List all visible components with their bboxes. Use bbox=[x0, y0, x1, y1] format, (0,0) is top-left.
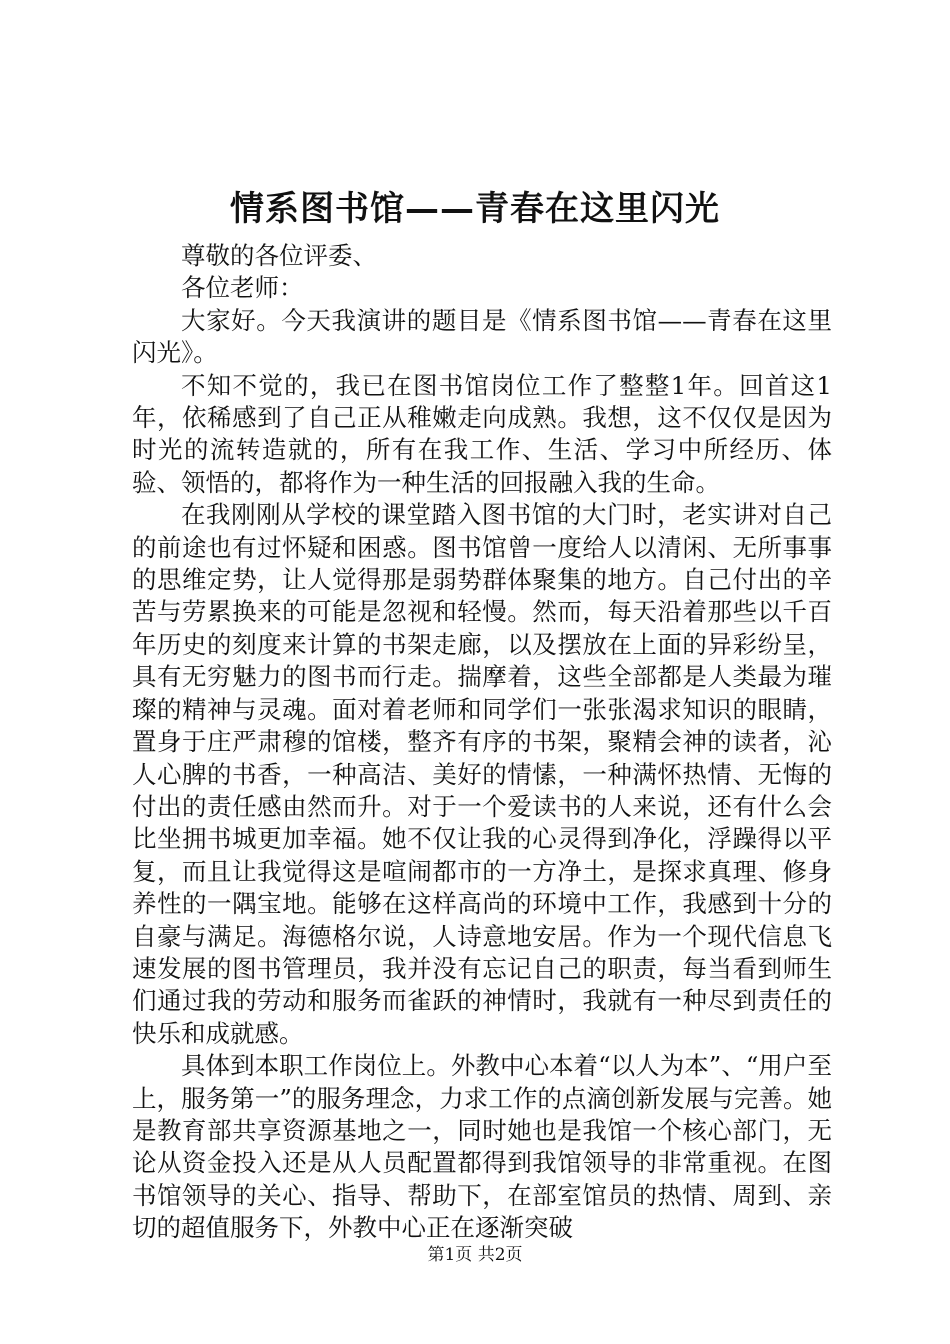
page-number-footer: 第1页 共2页 bbox=[427, 1245, 523, 1265]
paragraph-one-year: 不知不觉的，我已在图书馆岗位工作了整整1年。回首这1年，依稀感到了自己正从稚嫩走向成熟。我想，这不仅仅是因为时光的流转造就的，所有在我工作、生活、学习中所经历、体验、领悟的，都将作为一种生活的回报融入我的生命。 bbox=[132, 370, 832, 497]
document-body bbox=[132, 240, 832, 1245]
paragraph-greeting: 大家好。今天我演讲的题目是《情系图书馆——青春在这里闪光》。 bbox=[132, 305, 832, 368]
paragraph-job-duties: 具体到本职工作岗位上。外教中心本着“以人为本”、“用户至上，服务第一”的服务理念，力求工作的点滴创新发展与完善。她是教育部共享资源基地之一，同时她也是我馆一个核心部门，无论从资金投入还是从人员配置都得到我馆领导的非常重视。在图书馆领导的关心、指导、帮助下，在部室馆员的热情、周到、亲切的超值服务下，外教中心正在逐渐突破 bbox=[132, 1051, 832, 1243]
document-title: 情系图书馆——青春在这里闪光 bbox=[230, 189, 720, 229]
paragraph-library-feelings: 在我刚刚从学校的课堂踏入图书馆的大门时，老实讲对自己的前途也有过怀疑和困惑。图书馆曾一度给人以清闲、无所事事的思维定势，让人觉得那是弱势群体聚集的地方。自己付出的辛苦与劳累换来的可能是忽视和轻慢。然而，每天沿着那些以千百年历史的刻度来计算的书架走廊，以及摆放在上面的异彩纷呈，具有无穷魅力的图书而行走。揣摩着，这些全部都是人类最为璀璨的精神与灵魂。面对着老师和同学们一张张渴求知识的眼睛，置身于庄严肃穆的馆楼，整齐有序的书架，聚精会神的读者，沁人心脾的书香，一种高洁、美好的情愫，一种满怀热情、无悔的付出的责任感由然而升。对于一个爱读书的人来说，还有什么会比坐拥书城更加幸福。她不仅让我的心灵得到净化，浮躁得以平复，而且让我觉得这是喧闹都市的一方净土，是探求真理、修身养性的一隅宝地。能够在这样高尚的环境中工作，我感到十分的自豪与满足。海德格尔说，人诗意地安居。作为一个现代信息飞速发展的图书管理员，我并没有忘记自己的职责，每当看到师生们通过我的劳动和服务而雀跃的神情时，我就有一种尽到责任的快乐和成就感。 bbox=[132, 500, 832, 1048]
salutation-line-2: 各位老师： bbox=[181, 273, 304, 303]
salutation-line-1: 尊敬的各位评委、 bbox=[181, 241, 377, 270]
